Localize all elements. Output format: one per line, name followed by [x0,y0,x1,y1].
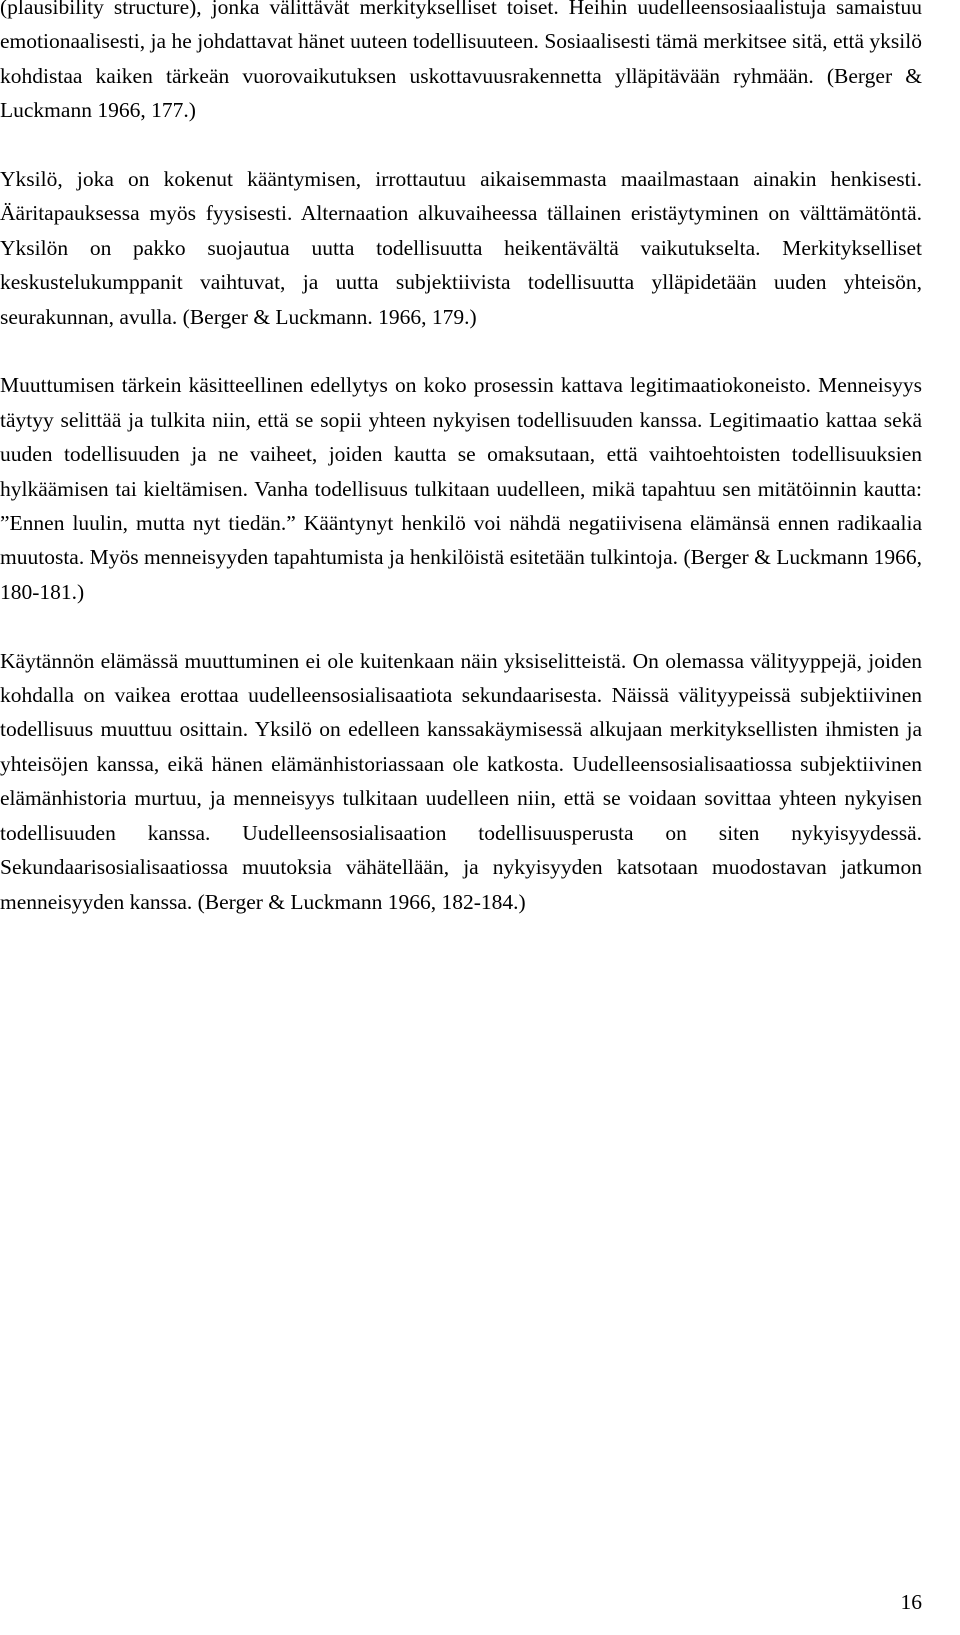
paragraph-2: Yksilö, joka on kokenut kääntymisen, irrottautuu aikaisemmasta maailmastaan ainakin henkisesti. Ääritapauksessa myös fyysisesti. Alternaation alkuvaiheessa tällainen eristäytyminen on välttämätöntä. Yksilön on pakko suojautua uutta todellisuutta heikentävältä vaikutukselta. Merkitykselliset keskustelukumppanit vaihtuvat, ja uutta subjektiivista todellisuutta ylläpidetään uuden yhteisön, seurakunnan, avulla. (Berger & Luckmann. 1966, 179.) [0,167,922,329]
paragraph-1: (plausibility structure), jonka välittävät merkitykselliset toiset. Heihin uudelleensosiaalistuja samaistuu emotionaalisesti, ja he johdattavat hänet uuteen todellisuuteen. Sosiaalisesti tämä merkitsee sitä, että yksilö kohdistaa kaiken tärkeän vuorovaikutuksen uskottavuusrakennetta ylläpitävään ryhmään. (Berger & Luckmann 1966, 177.) [0,0,922,123]
paragraph-4: Käytännön elämässä muuttuminen ei ole kuitenkaan näin yksiselitteistä. On olemassa välityyppejä, joiden kohdalla on vaikea erottaa uudelleensosialisaatiota sekundaarisesta. Näissä välityypeissä subjektiivinen todellisuus muuttuu osittain. Yksilö on edelleen kanssakäymisessä alkujaan merkityksellisten ihmisten ja yhteisöjen kanssa, eikä hänen elämänhistoriassaan ole katkosta. Uudelleensosialisaatiossa subjektiivinen elämänhistoria murtuu, ja menneisyys tulkitaan uudelleen niin, että se voidaan sovittaa yhteen nykyisen todellisuuden kanssa. Uudelleensosialisaation todellisuusperusta on siten nykyisyydessä. Sekundaarisosialisaatiossa muutoksia vähätellään, ja nykyisyyden katsotaan muodostavan jatkumon menneisyyden kanssa. (Berger & Luckmann 1966, 182-184.) [0,648,922,914]
page-number: 16 [900,1590,922,1614]
paragraph-gap [0,334,922,368]
paragraph-gap [0,609,922,643]
paragraph-gap [0,128,922,162]
paragraph-3: Muuttumisen tärkein käsitteellinen edellytys on koko prosessin kattava legitimaatiokoneisto. Menneisyys täytyy selittää ja tulkita niin, että se sopii yhteen nykyisen todellisuuden kanssa. Legitimaatio kattaa sekä uuden todellisuuden ja ne vaiheet, joiden kautta se omaksutaan, että vaihtoehtoisten todellisuuksien hylkäämisen tai kieltämisen. Vanha todellisuus tulkitaan uudelleen, mikä tapahtuu sen mitätöinnin kautta: ”Ennen luulin, mutta nyt tiedän.” Kääntynyt henkilö voi nähdä negatiivisena elämänsä ennen radikaalia muutosta. Myös menneisyyden tapahtumista ja henkilöistä esitetään tulkintoja. (Berger & Luckmann 1966, 180-181.) [0,373,922,604]
